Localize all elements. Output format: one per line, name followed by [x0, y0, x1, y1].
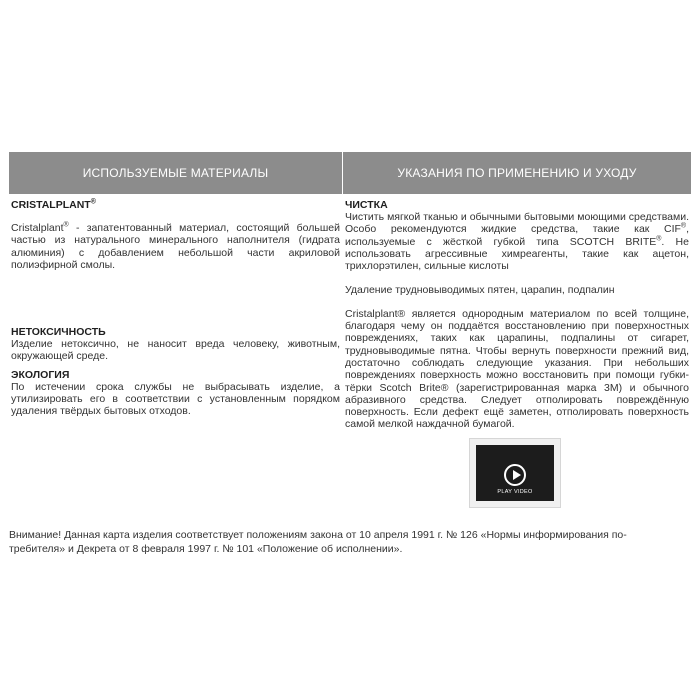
care-column — [343, 152, 691, 431]
ecology-heading: ЭКОЛОГИЯ — [11, 368, 70, 381]
brand-name: CRISTALPLANT — [11, 199, 91, 211]
legal-notice-line-1: Внимание! Данная карта изделия соответствует положениям закона от 10 апреля 1991 г. № 126 «Нормы информирования по- — [9, 529, 627, 541]
play-icon — [504, 464, 526, 486]
care-body — [343, 199, 691, 431]
cleaning-text-a: Чистить мягкой тканью и обычными бытовыми моющими средствами. Особо рекомендуются жидкие средства, такие как CIF — [345, 211, 689, 236]
scotch-registered-mark: ® — [656, 235, 662, 243]
nontoxicity-text: Изделие нетоксично, не наносит вреда человеку, животным, окружающей среде. — [11, 338, 340, 363]
repair-text: Cristalplant® является однородным материалом по всей толщине, благодаря чему он поддаётся восстановлению при поверхностных повреждениях, таких как царапины, подпалины от сигарет, трудновыводимые пятна. Чтобы вернуть поверхности прежний вид, достаточно соблюдать следующие указания. При небольших повреждениях поверхность можно восстановить при помощи губки-тёрки Scotch Brite® (зарегистрированная марка 3М) и обычного абразивного средства. Следует отполировать повреждённую поверхность. Если дефект ещё заметен, отполировать поверхность самой мелкой наждачной бумагой. — [345, 307, 689, 431]
cleaning-text-c: . Не использовать агрессивные химреагенты, такие как ацетон, трихлорэтилен, сильные кислоты — [345, 235, 689, 273]
care-header-title: УКАЗАНИЯ ПО ПРИМЕНЕНИЮ И УХОДУ — [397, 166, 637, 180]
material-description — [11, 222, 340, 271]
intro-text: - запатентованный материал, состоящий большей частью из натурального минерального наполнителя (гидрата алюминия) с добавлением небольшой части акриловой полиэфирной смолы. — [11, 222, 340, 271]
cleaning-text-b: , используемые с жёсткой губкой типа SCOTCH BRITE — [345, 223, 689, 248]
legal-notice — [9, 529, 692, 556]
cleaning-text — [345, 211, 689, 272]
ecology-text: По истечении срока службы не выбрасывать изделие, а утилизировать его в соответствии с установленным порядком удаления твёрдых бытовых отходов. — [11, 380, 340, 418]
intro-brand: Cristalplant — [11, 222, 64, 234]
care-header — [343, 152, 691, 194]
materials-header-title: ИСПОЛЬЗУЕМЫЕ МАТЕРИАЛЫ — [82, 166, 269, 180]
legal-notice-line-2: требителя» и Декрета от 8 февраля 1997 г. № 101 «Положение об исполнении». — [9, 542, 403, 555]
cif-registered-mark: ® — [680, 222, 687, 230]
video-thumbnail — [476, 445, 554, 501]
play-triangle — [513, 470, 521, 480]
cleaning-heading: ЧИСТКА — [345, 199, 388, 211]
intro-registered-mark: ® — [63, 221, 69, 229]
play-video-label: PLAY VIDEO — [497, 489, 533, 495]
materials-header — [9, 152, 342, 194]
materials-body — [9, 199, 342, 418]
stain-removal-text: Удаление трудновыводимых пятен, царапин, подпалин — [345, 284, 615, 297]
materials-column — [9, 152, 342, 418]
nontoxicity-heading: НЕТОКСИЧНОСТЬ — [11, 326, 106, 339]
brand-registered-mark: ® — [90, 198, 96, 206]
brand-heading — [11, 199, 340, 211]
play-video-button[interactable] — [469, 438, 561, 508]
